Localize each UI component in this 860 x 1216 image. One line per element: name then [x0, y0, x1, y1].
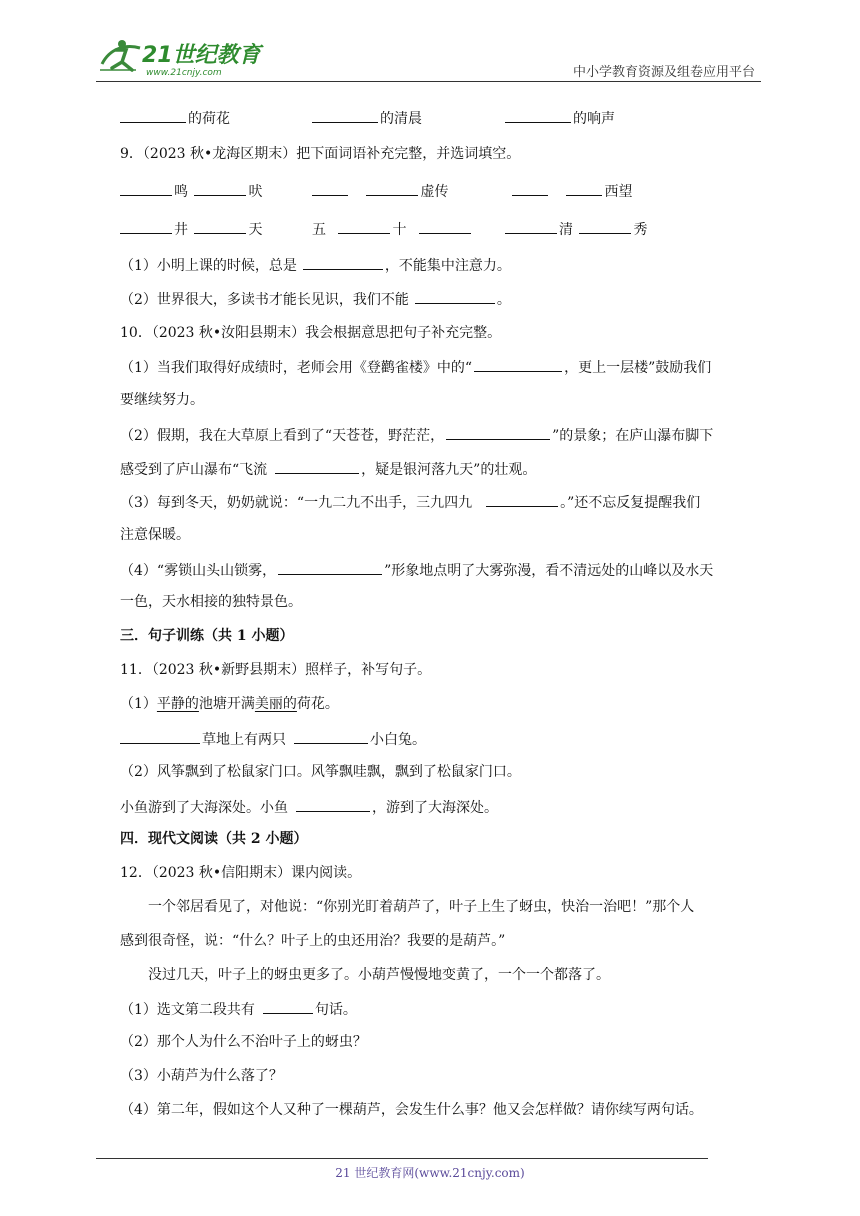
fill-row-1	[120, 107, 230, 129]
text: ，不能集中注意力。	[384, 258, 511, 274]
text: 鸣	[174, 184, 188, 200]
q10-sub-4-cont: 一色，天水相接的独特景色。	[120, 594, 302, 610]
q10-sub-3	[120, 491, 700, 513]
header-divider	[96, 81, 761, 82]
passage-para-1: 一个邻居看见了，对他说：“你别光盯着葫芦了，叶子上生了蚜虫，快治一治吧！”那个人	[148, 899, 695, 915]
q10-sub-2-cont	[120, 458, 536, 480]
q10-sub-1-cont: 要继续努力。	[120, 392, 204, 408]
q11-sub-2: （2）风筝飘到了松鼠家门口。风筝飘哇飘，飘到了松鼠家门口。	[120, 764, 521, 780]
text: ，游到了大海深处。	[372, 800, 498, 816]
blank	[474, 356, 562, 372]
q11-sub-2-answer	[120, 796, 498, 818]
q9-sub-1	[120, 254, 511, 276]
blank	[419, 218, 471, 234]
header-platform-text: 中小学教育资源及组卷应用平台	[572, 65, 755, 80]
q9-row-2b	[312, 218, 473, 240]
footer-divider	[96, 1158, 708, 1159]
blank	[505, 107, 571, 123]
text: 五	[312, 222, 326, 238]
text: （1）选文第二段共有	[120, 1002, 255, 1018]
underlined-text: 美丽的	[254, 696, 297, 712]
question-12: 12．（2023 秋•信阳期末）课内阅读。	[120, 865, 362, 881]
text: 。	[496, 292, 511, 308]
blank	[415, 288, 495, 304]
text: （2）世界很大，多读书才能长见识，我们不能	[120, 292, 409, 308]
text: （1）当我们取得好成绩时，老师会用《登鹳雀楼》中的“	[120, 360, 473, 376]
question-10: 10．（2023 秋•汝阳县期末）我会根据意思把句子补充完整。	[120, 325, 502, 341]
blank	[275, 458, 359, 474]
blank	[338, 218, 390, 234]
q9-row-1	[120, 180, 262, 202]
text: 西望	[604, 184, 633, 200]
q11-sub-1-answer	[120, 728, 426, 750]
blank	[446, 424, 550, 440]
question-9: 9．（2023 秋•龙海区期末）把下面词语补充完整，并选词填空。	[120, 146, 521, 162]
text: 小鱼游到了大海深处。小鱼	[120, 800, 288, 816]
page-header	[96, 30, 761, 80]
text: 的响声	[573, 111, 615, 127]
blank	[120, 218, 172, 234]
q10-sub-3-cont: 注意保暖。	[120, 527, 190, 543]
q9-sub-2	[120, 288, 511, 310]
blank	[486, 491, 558, 507]
blank	[366, 180, 418, 196]
q11-example	[120, 694, 339, 714]
text: ”形象地点明了大雾弥漫，看不清远处的山峰以及水天	[384, 563, 714, 579]
passage-para-1-cont: 感到很奇怪，说：“什么？叶子上的虫还用治？我要的是葫芦。”	[120, 933, 506, 949]
text: （4）“雾锁山头山锁雾，	[120, 563, 277, 579]
q12-sub-3: （3）小葫芦为什么落了？	[120, 1068, 283, 1084]
text: 天	[248, 222, 263, 238]
blank	[312, 180, 348, 196]
text: 小白兔。	[370, 732, 426, 748]
q10-sub-1	[120, 356, 711, 378]
q9-row-1b	[312, 180, 448, 202]
blank	[194, 218, 246, 234]
logo-sub-text: www.21cnjy.com	[146, 68, 222, 78]
text: 池塘开满	[198, 696, 255, 712]
fill-row-1b	[312, 107, 422, 129]
text: 。”还不忘反复提醒我们	[560, 495, 701, 511]
section-4-title: 四．现代文阅读（共 2 小题）	[120, 831, 308, 847]
blank	[566, 180, 602, 196]
text: ，疑是银河落九天”的壮观。	[361, 462, 537, 478]
blank	[294, 728, 368, 744]
text: 虚传	[420, 184, 449, 200]
text: 的荷花	[188, 111, 230, 127]
text: （2）假期，我在大草原上看到了“天苍苍，野茫茫，	[120, 428, 445, 444]
q10-sub-2	[120, 424, 713, 446]
blank	[120, 107, 186, 123]
blank	[120, 180, 172, 196]
text: 感受到了庐山瀑布“飞流	[120, 462, 268, 478]
text: 秀	[633, 222, 648, 238]
footer-text: 21 世纪教育网(www.21cnjy.com)	[335, 1166, 525, 1180]
text: （1）小明上课的时候，总是	[120, 258, 297, 274]
blank	[512, 180, 548, 196]
text: （1）	[120, 696, 157, 712]
q12-sub-4: （4）第二年，假如这个人又种了一棵葫芦，会发生什么事？他又会怎样做？请你续写两句话。	[120, 1102, 703, 1118]
blank	[296, 796, 370, 812]
text: 草地上有两只	[202, 732, 286, 748]
text: 的清晨	[380, 111, 422, 127]
blank	[312, 107, 378, 123]
text: 清	[559, 222, 573, 238]
passage-para-2: 没过几天，叶子上的蚜虫更多了。小葫芦慢慢地变黄了，一个一个都落了。	[148, 967, 610, 983]
text: 十	[392, 222, 407, 238]
q9-row-2c	[505, 218, 647, 240]
q12-sub-2: （2）那个人为什么不治叶子上的蚜虫？	[120, 1034, 367, 1050]
text: （3）每到冬天，奶奶就说：“一九二九不出手，三九四九	[120, 495, 473, 511]
blank	[505, 218, 557, 234]
q10-sub-4	[120, 559, 713, 581]
text: ”的景象；在庐山瀑布脚下	[552, 428, 714, 444]
site-logo	[96, 34, 266, 78]
underlined-text: 平静的	[156, 696, 199, 712]
blank	[303, 254, 383, 270]
text: 荷花。	[296, 696, 339, 712]
text: ，更上一层楼”鼓励我们	[564, 360, 712, 376]
blank	[278, 559, 382, 575]
q9-row-2	[120, 218, 262, 240]
question-11: 11．（2023 秋•新野县期末）照样子，补写句子。	[120, 662, 432, 678]
blank	[120, 728, 200, 744]
section-3-title: 三．句子训练（共 1 小题）	[120, 628, 294, 644]
logo-main-text: 21世纪教育	[142, 43, 261, 68]
text: 井	[174, 222, 188, 238]
blank	[263, 998, 313, 1014]
text: 吠	[248, 184, 263, 200]
blank	[194, 180, 246, 196]
q12-sub-1	[120, 998, 357, 1020]
fill-row-1c	[505, 107, 615, 129]
q9-row-1c	[512, 180, 632, 202]
blank	[579, 218, 631, 234]
text: 句话。	[314, 1002, 357, 1018]
